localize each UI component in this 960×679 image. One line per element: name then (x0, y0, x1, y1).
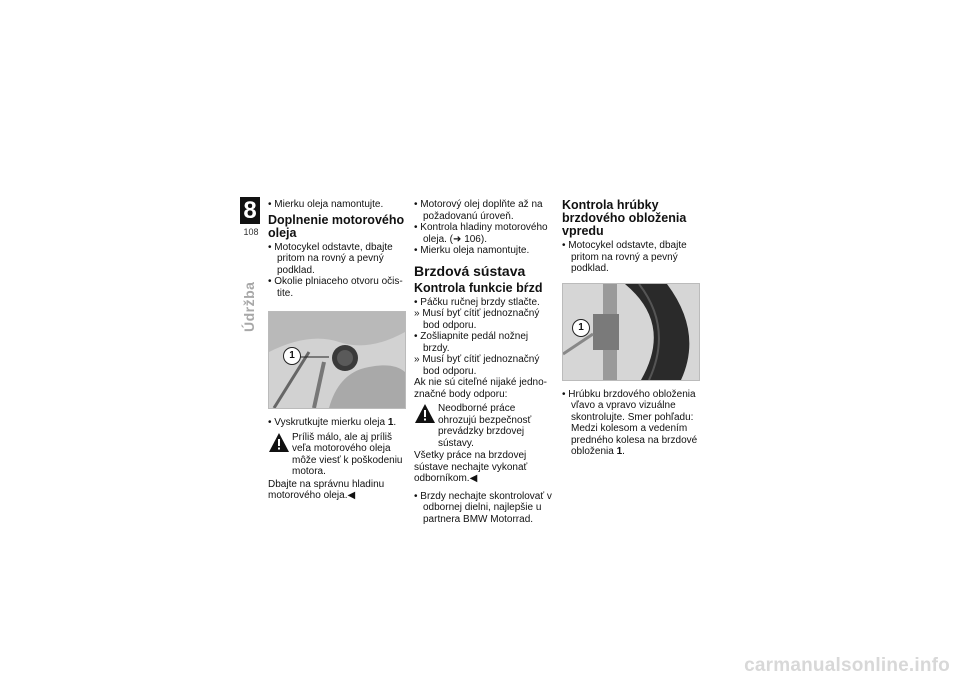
warning-text: Neodborné práce ohrozujú bezpečnosť prevádzky brzdovej sústavy. (438, 403, 532, 449)
column-2 (414, 199, 554, 525)
bullet-unscrew-dipstick: • Vyskrutkujte mierku oleja 1. (268, 417, 406, 429)
heading-brake-function-check: Kontrola funkcie bŕzd (414, 280, 543, 295)
result-hand-brake: » Musí byť cítiť jednoznačný bod odporu. (414, 308, 554, 331)
chapter-number: 8 (240, 197, 260, 224)
bullet-mount-dipstick-2: • Mierku oleja namontujte. (414, 245, 554, 257)
bullet-park-motorcycle: • Motocykel odstavte, dbajte pritom na rovný a pevný podklad. (268, 242, 406, 277)
heading-brake-system: Brzdová sústava (414, 262, 526, 279)
figure-callout-1: 1 (572, 319, 590, 337)
column-3 (562, 199, 702, 458)
figure-brake-pads (562, 283, 700, 381)
arrow-right-icon: ➜ (453, 233, 462, 245)
paragraph-no-resistance: Ak nie sú citeľné nijaké jednoznačné body odporu: (414, 377, 548, 400)
column-1 (268, 199, 406, 502)
end-mark: ◀ (469, 473, 478, 484)
warning-brake-work (414, 403, 554, 449)
paragraph-specialist: Všetky práce na brzdovej sústave nechajte vykonať odborníkom.◀ (414, 450, 528, 484)
watermark: carmanualsonline.info (744, 655, 950, 676)
bullet-park-motorcycle-2: • Motocykel odstavte, dbajte pritom na rovný a pevný podklad. (562, 240, 702, 275)
bullet-workshop-check: • Brzdy nechajte skontrolovať v odbornej dielni, najlepšie u partnera BMW Motorrad. (414, 491, 554, 526)
paragraph-check-level: Dbajte na správnu hladinu motorového oleja.◀ (268, 478, 385, 501)
figure-oil-dipstick (268, 311, 406, 409)
warning-triangle-icon (414, 403, 436, 425)
bullet-foot-brake: • Zošliapnite pedál nožnej brzdy. (414, 331, 554, 354)
page-reference-link[interactable]: 106). (464, 233, 487, 245)
bullet-hand-brake: • Páčku ručnej brzdy stlačte. (414, 297, 554, 309)
bullet-fill-oil: • Motorový olej doplňte až na požadovanú úroveň. (414, 199, 554, 222)
chapter-title-vertical: Údržba (241, 281, 257, 332)
heading-brake-pad-thickness: Kontrola hrúbky brzdového obloženia vpredu (562, 198, 687, 238)
bullet-mount-dipstick: • Mierku oleja namontujte. (268, 199, 406, 211)
result-foot-brake: » Musí byť cítiť jednoznačný bod odporu. (414, 354, 554, 377)
bullet-check-pads: • Hrúbku brzdového obloženia vľavo a vpravo vizuálne skontrolujte. Smer pohľadu: Medzi kolesom a vedením predného kolesa na brzdové obloženia 1. (562, 389, 702, 458)
page-number: 108 (243, 227, 259, 237)
heading-topping-up-oil: Doplnenie motorového oleja (268, 212, 405, 240)
warning-text: Príliš málo, ale aj príliš veľa motorového oleja môže viesť k poškodeniu motora. (292, 431, 403, 477)
warning-oil-level (268, 432, 406, 478)
end-mark: ◀ (347, 490, 356, 501)
warning-triangle-icon (268, 432, 290, 454)
bullet-clean-filler: • Okolie plniaceho otvoru očistite. (268, 276, 406, 299)
figure-callout-1: 1 (283, 347, 301, 365)
bullet-check-oil-level: • Kontrola hladiny motorového oleja. (➜ 106). (414, 222, 554, 245)
